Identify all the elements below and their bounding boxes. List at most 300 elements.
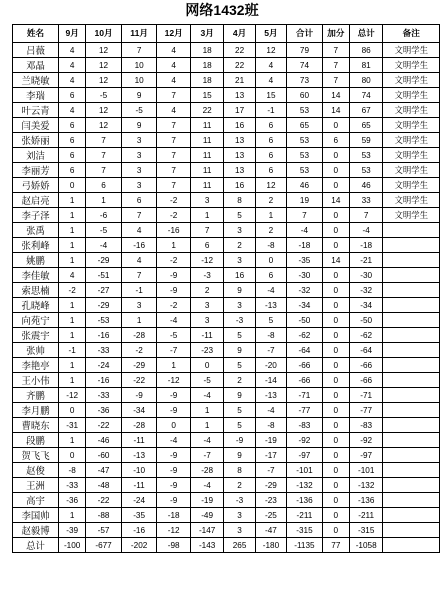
score-cell: -36 xyxy=(86,403,122,418)
table-row xyxy=(13,388,440,403)
score-cell: -33 xyxy=(59,478,86,493)
remarks-cell xyxy=(383,433,440,448)
score-cell: 7 xyxy=(157,163,190,178)
score-cell: -132 xyxy=(349,478,382,493)
score-cell: -4 xyxy=(255,403,286,418)
table-row xyxy=(13,463,440,478)
score-cell: -24 xyxy=(86,358,122,373)
table-row xyxy=(13,418,440,433)
score-cell: -32 xyxy=(349,283,382,298)
score-cell: 3 xyxy=(190,313,223,328)
score-cell: -101 xyxy=(287,463,323,478)
score-cell: 12 xyxy=(86,73,122,88)
score-cell: -16 xyxy=(121,238,157,253)
score-cell: 7 xyxy=(287,208,323,223)
score-cell: -4 xyxy=(349,223,382,238)
score-cell: -33 xyxy=(86,343,122,358)
student-name-cell: 王洲 xyxy=(13,478,59,493)
score-cell: -35 xyxy=(287,253,323,268)
score-cell: 0 xyxy=(59,403,86,418)
score-cell: 0 xyxy=(322,328,349,343)
student-name-cell: 张禹 xyxy=(13,223,59,238)
score-cell: -9 xyxy=(121,388,157,403)
score-cell: 0 xyxy=(322,403,349,418)
score-cell: 0 xyxy=(322,118,349,133)
score-cell: 0 xyxy=(322,178,349,193)
score-cell: 0 xyxy=(157,418,190,433)
header-cell-oct: 10月 xyxy=(86,25,122,43)
score-cell: 2 xyxy=(255,223,286,238)
score-cell: -21 xyxy=(349,253,382,268)
score-cell: -71 xyxy=(349,388,382,403)
score-cell: 0 xyxy=(190,358,223,373)
table-row xyxy=(13,358,440,373)
score-cell: -31 xyxy=(59,418,86,433)
remarks-cell xyxy=(383,418,440,433)
score-cell: 12 xyxy=(86,103,122,118)
score-cell: 81 xyxy=(349,58,382,73)
score-cell: -66 xyxy=(287,358,323,373)
score-cell: 11 xyxy=(190,178,223,193)
score-cell: 11 xyxy=(190,118,223,133)
score-cell: 0 xyxy=(322,268,349,283)
remarks-cell xyxy=(383,343,440,358)
score-cell: 0 xyxy=(322,478,349,493)
score-cell: 6 xyxy=(59,148,86,163)
table-row xyxy=(13,478,440,493)
score-cell: 1 xyxy=(157,358,190,373)
score-cell: 2 xyxy=(224,373,255,388)
score-cell: 4 xyxy=(255,58,286,73)
table-row xyxy=(13,343,440,358)
score-cell: 2 xyxy=(255,193,286,208)
score-cell: -9 xyxy=(157,478,190,493)
header-cell-bonus: 加分 xyxy=(322,25,349,43)
score-cell: 5 xyxy=(224,403,255,418)
score-cell: -9 xyxy=(157,268,190,283)
score-cell: 12 xyxy=(255,178,286,193)
student-name-cell: 李艳亭 xyxy=(13,358,59,373)
score-cell: 7 xyxy=(86,148,122,163)
score-cell: 0 xyxy=(322,448,349,463)
table-row xyxy=(13,208,440,223)
score-cell: 7 xyxy=(322,58,349,73)
score-cell: -8 xyxy=(255,328,286,343)
student-name-cell: 张利峰 xyxy=(13,238,59,253)
student-name-cell: 弓娇娇 xyxy=(13,178,59,193)
score-cell: 6 xyxy=(255,268,286,283)
score-cell: -677 xyxy=(86,538,122,553)
score-cell: -97 xyxy=(287,448,323,463)
score-cell: -62 xyxy=(287,328,323,343)
score-cell: 1 xyxy=(59,298,86,313)
score-cell: -9 xyxy=(157,388,190,403)
score-cell: 5 xyxy=(224,358,255,373)
score-cell: 13 xyxy=(224,148,255,163)
score-cell: -39 xyxy=(59,523,86,538)
score-cell: -28 xyxy=(190,463,223,478)
score-cell: 6 xyxy=(322,133,349,148)
score-cell: 33 xyxy=(349,193,382,208)
score-cell: -9 xyxy=(157,283,190,298)
score-cell: -4 xyxy=(86,238,122,253)
remarks-cell xyxy=(383,448,440,463)
score-cell: -13 xyxy=(121,448,157,463)
score-cell: 3 xyxy=(121,298,157,313)
header-cell-remarks: 备注 xyxy=(383,25,440,43)
student-name-cell: 高宇 xyxy=(13,493,59,508)
score-cell: 0 xyxy=(322,148,349,163)
remarks-cell: 文明学生 xyxy=(383,178,440,193)
score-cell: 3 xyxy=(121,163,157,178)
score-cell: 14 xyxy=(322,253,349,268)
score-cell: 9 xyxy=(224,448,255,463)
student-name-cell: 吕薇 xyxy=(13,43,59,58)
score-cell: 1 xyxy=(59,313,86,328)
student-name-cell: 赵启亮 xyxy=(13,193,59,208)
score-cell: 12 xyxy=(86,118,122,133)
score-cell: -23 xyxy=(190,343,223,358)
table-row xyxy=(13,523,440,538)
score-cell: -12 xyxy=(59,388,86,403)
score-cell: -46 xyxy=(86,433,122,448)
score-cell: 16 xyxy=(224,118,255,133)
score-cell: -315 xyxy=(287,523,323,538)
score-cell: 6 xyxy=(59,118,86,133)
student-name-cell: 孔晓峰 xyxy=(13,298,59,313)
remarks-cell: 文明学生 xyxy=(383,193,440,208)
table-row xyxy=(13,268,440,283)
score-cell: -34 xyxy=(121,403,157,418)
score-cell: 14 xyxy=(322,88,349,103)
score-cell: 11 xyxy=(190,148,223,163)
score-cell: -211 xyxy=(349,508,382,523)
score-cell: 7 xyxy=(121,268,157,283)
score-cell: 6 xyxy=(255,148,286,163)
score-cell: -4 xyxy=(190,478,223,493)
score-cell: 7 xyxy=(86,163,122,178)
remarks-cell xyxy=(383,283,440,298)
remarks-cell xyxy=(383,313,440,328)
remarks-cell: 文明学生 xyxy=(383,148,440,163)
score-cell: -27 xyxy=(86,283,122,298)
score-cell: 2 xyxy=(224,238,255,253)
score-cell: 5 xyxy=(255,313,286,328)
score-cell: -47 xyxy=(86,463,122,478)
remarks-cell xyxy=(383,223,440,238)
score-cell: 0 xyxy=(255,253,286,268)
score-cell: 3 xyxy=(121,178,157,193)
score-cell: 22 xyxy=(190,103,223,118)
score-cell: -34 xyxy=(349,298,382,313)
header-cell-dec: 12月 xyxy=(157,25,190,43)
score-cell: 16 xyxy=(224,178,255,193)
score-cell: -19 xyxy=(190,493,223,508)
header-cell-subtotal: 合计 xyxy=(287,25,323,43)
score-cell: 4 xyxy=(157,43,190,58)
score-cell: 12 xyxy=(86,58,122,73)
sheet-title: 网络1432班 xyxy=(185,2,259,18)
score-cell: 12 xyxy=(255,43,286,58)
header-cell-sep: 9月 xyxy=(59,25,86,43)
remarks-cell xyxy=(383,253,440,268)
remarks-cell: 文明学生 xyxy=(383,208,440,223)
score-cell: 4 xyxy=(121,223,157,238)
score-cell: 0 xyxy=(322,283,349,298)
score-cell: -10 xyxy=(121,463,157,478)
score-cell: 11 xyxy=(190,163,223,178)
score-cell: -97 xyxy=(349,448,382,463)
score-cell: 6 xyxy=(255,163,286,178)
score-cell: 67 xyxy=(349,103,382,118)
score-cell: -77 xyxy=(349,403,382,418)
score-cell: -35 xyxy=(121,508,157,523)
score-cell: -11 xyxy=(121,478,157,493)
score-cell: 53 xyxy=(287,148,323,163)
score-cell: -2 xyxy=(157,298,190,313)
score-cell: 1 xyxy=(59,373,86,388)
score-cell: -60 xyxy=(86,448,122,463)
remarks-cell xyxy=(383,508,440,523)
score-cell: -2 xyxy=(157,253,190,268)
student-name-cell: 叶云青 xyxy=(13,103,59,118)
score-cell: -2 xyxy=(157,193,190,208)
score-cell: 7 xyxy=(349,208,382,223)
score-cell: -48 xyxy=(86,478,122,493)
score-cell: -50 xyxy=(287,313,323,328)
table-row xyxy=(13,223,440,238)
score-cell: -8 xyxy=(255,418,286,433)
remarks-cell: 文明学生 xyxy=(383,118,440,133)
score-cell: -1 xyxy=(59,343,86,358)
score-cell: 59 xyxy=(349,133,382,148)
score-cell: 0 xyxy=(322,223,349,238)
score-cell: 0 xyxy=(322,313,349,328)
score-cell: 7 xyxy=(121,43,157,58)
score-cell: 7 xyxy=(157,148,190,163)
score-cell: 7 xyxy=(121,208,157,223)
score-cell: 4 xyxy=(59,103,86,118)
score-cell: -202 xyxy=(121,538,157,553)
score-cell: -19 xyxy=(255,433,286,448)
score-cell: 14 xyxy=(322,103,349,118)
score-cell: -5 xyxy=(86,88,122,103)
score-cell: 9 xyxy=(121,88,157,103)
remarks-cell xyxy=(383,538,440,553)
score-cell: -5 xyxy=(86,223,122,238)
student-name-cell: 李子泽 xyxy=(13,208,59,223)
score-cell: 1 xyxy=(59,193,86,208)
score-cell: 6 xyxy=(121,193,157,208)
student-name-cell: 张震宇 xyxy=(13,328,59,343)
score-cell: -315 xyxy=(349,523,382,538)
score-cell: 74 xyxy=(287,58,323,73)
score-cell: 77 xyxy=(322,538,349,553)
score-cell: 53 xyxy=(287,103,323,118)
score-cell: 4 xyxy=(121,253,157,268)
score-cell: -12 xyxy=(157,373,190,388)
score-cell: 6 xyxy=(190,238,223,253)
score-cell: 79 xyxy=(287,43,323,58)
remarks-cell: 文明学生 xyxy=(383,103,440,118)
score-cell: 4 xyxy=(255,73,286,88)
student-name-cell: 李月鹏 xyxy=(13,403,59,418)
score-cell: 0 xyxy=(322,358,349,373)
student-name-cell: 赵俊 xyxy=(13,463,59,478)
score-cell: 1 xyxy=(190,418,223,433)
remarks-cell xyxy=(383,493,440,508)
remarks-cell xyxy=(383,358,440,373)
score-cell: -7 xyxy=(255,343,286,358)
student-name-cell: 贺飞飞 xyxy=(13,448,59,463)
student-name-cell: 张娇丽 xyxy=(13,133,59,148)
score-cell: -29 xyxy=(86,253,122,268)
score-cell: -66 xyxy=(287,373,323,388)
table-row xyxy=(13,448,440,463)
remarks-cell xyxy=(383,463,440,478)
score-cell: -32 xyxy=(287,283,323,298)
score-cell: -62 xyxy=(349,328,382,343)
score-cell: -29 xyxy=(86,298,122,313)
remarks-cell xyxy=(383,328,440,343)
score-cell: 0 xyxy=(322,343,349,358)
score-cell: 9 xyxy=(224,388,255,403)
score-cell: -180 xyxy=(255,538,286,553)
table-row xyxy=(13,178,440,193)
score-cell: 3 xyxy=(224,523,255,538)
score-cell: 0 xyxy=(322,433,349,448)
score-cell: -16 xyxy=(157,223,190,238)
score-cell: -16 xyxy=(121,523,157,538)
score-cell: 7 xyxy=(157,133,190,148)
score-cell: -13 xyxy=(255,298,286,313)
score-cell: -1 xyxy=(255,103,286,118)
score-cell: -1058 xyxy=(349,538,382,553)
score-cell: -51 xyxy=(86,268,122,283)
score-cell: 1 xyxy=(59,433,86,448)
score-cell: -136 xyxy=(287,493,323,508)
score-cell: -92 xyxy=(287,433,323,448)
score-cell: -4 xyxy=(287,223,323,238)
score-cell: -132 xyxy=(287,478,323,493)
table-row xyxy=(13,508,440,523)
score-cell: -7 xyxy=(255,463,286,478)
score-cell: 4 xyxy=(157,58,190,73)
score-cell: 22 xyxy=(224,43,255,58)
student-name-cell: 兰晓敏 xyxy=(13,73,59,88)
score-cell: -1 xyxy=(121,283,157,298)
header-cell-nov: 11月 xyxy=(121,25,157,43)
score-cell: -34 xyxy=(287,298,323,313)
student-name-cell: 总计 xyxy=(13,538,59,553)
score-cell: 8 xyxy=(224,463,255,478)
score-cell: 1 xyxy=(59,223,86,238)
table-row xyxy=(13,403,440,418)
score-cell: 0 xyxy=(322,373,349,388)
score-cell: 0 xyxy=(322,508,349,523)
score-cell: -5 xyxy=(190,373,223,388)
score-cell: -9 xyxy=(224,433,255,448)
score-cell: 7 xyxy=(157,88,190,103)
score-cell: -211 xyxy=(287,508,323,523)
score-cell: 12 xyxy=(86,43,122,58)
score-cell: -23 xyxy=(255,493,286,508)
score-cell: 9 xyxy=(121,118,157,133)
score-cell: 4 xyxy=(59,58,86,73)
remarks-cell: 文明学生 xyxy=(383,163,440,178)
table-row xyxy=(13,238,440,253)
class-score-table xyxy=(12,24,440,553)
score-cell: 18 xyxy=(190,58,223,73)
score-cell: -13 xyxy=(255,388,286,403)
score-cell: -57 xyxy=(86,523,122,538)
score-cell: 7 xyxy=(190,223,223,238)
score-cell: -3 xyxy=(224,313,255,328)
score-cell: 4 xyxy=(157,103,190,118)
table-row xyxy=(13,298,440,313)
score-cell: 6 xyxy=(86,178,122,193)
table-row xyxy=(13,73,440,88)
score-cell: -12 xyxy=(157,523,190,538)
score-cell: 0 xyxy=(322,463,349,478)
score-cell: -18 xyxy=(287,238,323,253)
score-cell: -143 xyxy=(190,538,223,553)
score-cell: 74 xyxy=(349,88,382,103)
score-cell: 21 xyxy=(224,73,255,88)
score-cell: 2 xyxy=(190,283,223,298)
score-cell: 3 xyxy=(224,253,255,268)
score-cell: 60 xyxy=(287,88,323,103)
score-cell: 7 xyxy=(322,43,349,58)
score-cell: 0 xyxy=(322,388,349,403)
score-cell: -77 xyxy=(287,403,323,418)
score-cell: 0 xyxy=(322,238,349,253)
score-cell: -83 xyxy=(287,418,323,433)
table-row xyxy=(13,313,440,328)
student-name-cell: 齐鹏 xyxy=(13,388,59,403)
score-cell: 86 xyxy=(349,43,382,58)
score-cell: 10 xyxy=(121,58,157,73)
score-cell: -2 xyxy=(121,343,157,358)
student-name-cell: 李丽芳 xyxy=(13,163,59,178)
score-cell: -36 xyxy=(59,493,86,508)
score-cell: 6 xyxy=(59,88,86,103)
score-cell: -136 xyxy=(349,493,382,508)
score-cell: -47 xyxy=(255,523,286,538)
table-row xyxy=(13,148,440,163)
score-cell: -49 xyxy=(190,508,223,523)
score-cell: -28 xyxy=(121,418,157,433)
score-cell: 1 xyxy=(59,208,86,223)
header-cell-name: 姓名 xyxy=(13,25,59,43)
score-cell: -16 xyxy=(86,373,122,388)
score-cell: -22 xyxy=(86,418,122,433)
score-cell: 8 xyxy=(224,193,255,208)
score-cell: -9 xyxy=(157,448,190,463)
table-row xyxy=(13,118,440,133)
score-cell: 16 xyxy=(224,268,255,283)
score-cell: 80 xyxy=(349,73,382,88)
score-cell: -100 xyxy=(59,538,86,553)
score-cell: -11 xyxy=(190,328,223,343)
score-cell: 18 xyxy=(190,73,223,88)
remarks-cell: 文明学生 xyxy=(383,73,440,88)
score-cell: 265 xyxy=(224,538,255,553)
score-cell: 22 xyxy=(224,58,255,73)
table-body xyxy=(13,43,440,553)
student-name-cell: 刘洁 xyxy=(13,148,59,163)
score-cell: 0 xyxy=(322,418,349,433)
